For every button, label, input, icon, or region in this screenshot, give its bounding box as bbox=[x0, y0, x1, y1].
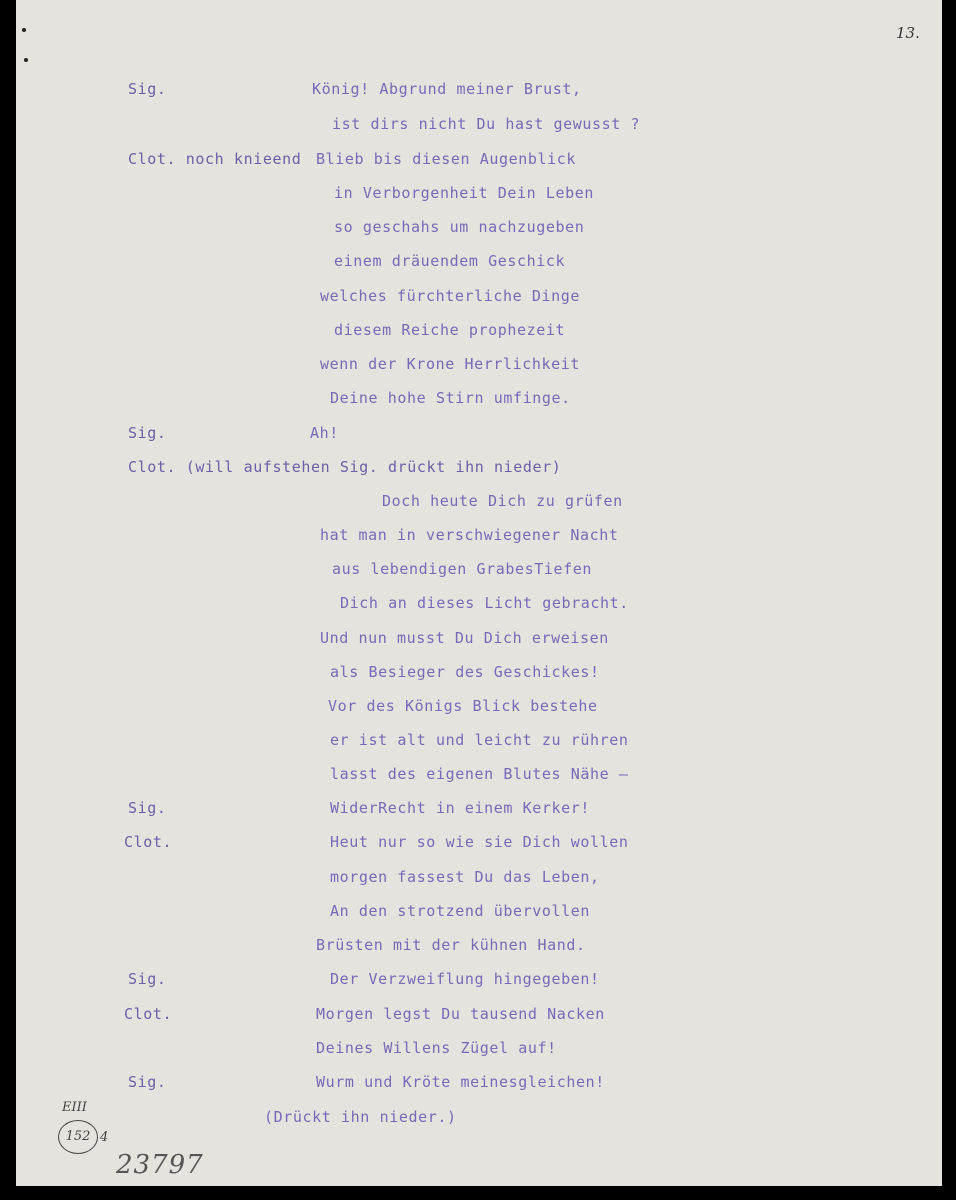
document-page bbox=[16, 0, 942, 1186]
verse-line: morgen fassest Du das Leben, bbox=[330, 868, 600, 886]
stamp-circle-number: 152 bbox=[58, 1120, 98, 1154]
verse-line: Dich an dieses Licht gebracht. bbox=[340, 594, 629, 612]
verse-line: Brüsten mit der kühnen Hand. bbox=[316, 936, 586, 954]
punch-hole-mark bbox=[24, 58, 28, 62]
verse-line: An den strotzend übervollen bbox=[330, 902, 591, 920]
speaker-label: Sig. bbox=[128, 799, 167, 817]
stamp-top-label: EIII bbox=[62, 1100, 87, 1115]
verse-line: lasst des eigenen Blutes Nähe — bbox=[330, 765, 629, 783]
verse-line: welches fürchterliche Dinge bbox=[320, 287, 581, 305]
verse-line: aus lebendigen GrabesTiefen bbox=[332, 560, 593, 578]
verse-line: Deine hohe Stirn umfinge. bbox=[330, 389, 571, 407]
verse-line: Blieb bis diesen Augenblick bbox=[316, 150, 577, 168]
verse-line: Deines Willens Zügel auf! bbox=[316, 1039, 557, 1057]
verse-line: ist dirs nicht Du hast gewusst ? bbox=[332, 115, 641, 133]
verse-line: Ah! bbox=[310, 424, 339, 442]
verse-line: Heut nur so wie sie Dich wollen bbox=[330, 833, 629, 851]
verse-line: er ist alt und leicht zu rühren bbox=[330, 731, 629, 749]
speaker-label: Sig. bbox=[128, 80, 167, 98]
verse-line: Der Verzweiflung hingegeben! bbox=[330, 970, 600, 988]
stamp-suffix: 4 bbox=[100, 1130, 109, 1145]
verse-line: Morgen legst Du tausend Nacken bbox=[316, 1005, 605, 1023]
verse-line: einem dräuendem Geschick bbox=[334, 252, 566, 270]
verse-line: Vor des Königs Blick bestehe bbox=[328, 697, 598, 715]
verse-line: Und nun musst Du Dich erweisen bbox=[320, 629, 609, 647]
verse-line: (Drückt ihn nieder.) bbox=[264, 1108, 457, 1126]
speaker-label: Clot. bbox=[124, 833, 173, 851]
inventory-number: 23797 bbox=[116, 1150, 204, 1180]
verse-line: als Besieger des Geschickes! bbox=[330, 663, 600, 681]
speaker-label: Sig. bbox=[128, 1073, 167, 1091]
verse-line: Wurm und Kröte meinesgleichen! bbox=[316, 1073, 605, 1091]
speaker-label: Clot. noch knieend bbox=[128, 150, 302, 168]
verse-line: König! Abgrund meiner Brust, bbox=[312, 80, 582, 98]
speaker-label: Clot. bbox=[124, 1005, 173, 1023]
speaker-label: Sig. bbox=[128, 970, 167, 988]
verse-line: hat man in verschwiegener Nacht bbox=[320, 526, 619, 544]
verse-line: diesem Reiche prophezeit bbox=[334, 321, 566, 339]
verse-line: wenn der Krone Herrlichkeit bbox=[320, 355, 581, 373]
speaker-label: Clot. (will aufstehen Sig. drückt ihn nieder) bbox=[128, 458, 562, 476]
verse-line: Doch heute Dich zu grüfen bbox=[382, 492, 623, 510]
speaker-label: Sig. bbox=[128, 424, 167, 442]
verse-line: so geschahs um nachzugeben bbox=[334, 218, 585, 236]
page-number: 13. bbox=[896, 24, 920, 42]
punch-hole-mark bbox=[22, 28, 26, 32]
verse-line: WiderRecht in einem Kerker! bbox=[330, 799, 591, 817]
verse-line: in Verborgenheit Dein Leben bbox=[334, 184, 595, 202]
